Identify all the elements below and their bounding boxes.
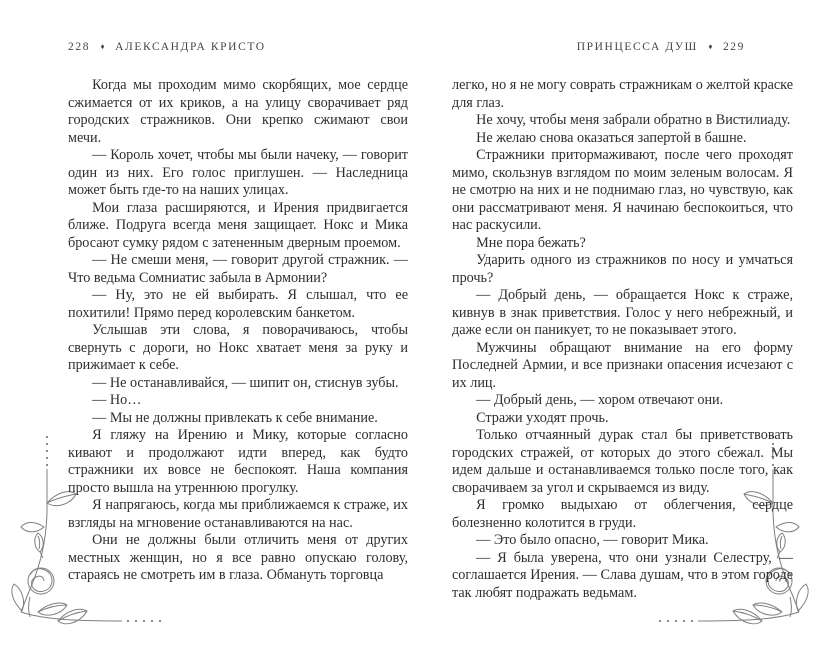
paragraph: Мужчины обращают внимание на его форму Последней Армии, и все признаки опасения исчезают с их лиц.	[452, 339, 793, 391]
paragraph: — Король хочет, чтобы мы были начеку, — говорит один из них. Его голос приглушен. — Наследница может быть где-то на наших улицах.	[68, 147, 408, 198]
dotted-line-horizontal-icon	[127, 620, 161, 622]
dotted-line-horizontal-icon	[659, 620, 693, 622]
right-page-number: 229	[722, 41, 745, 53]
paragraph: Только отчаянный дурак стал бы приветствовать городских стражей, от которых до этого сбежал. Мы идем дальше и останавливаемся только после того, как сворачиваем за угол и скрываемся из виду.	[452, 427, 793, 496]
paragraph: Когда мы проходим мимо скорбящих, мое сердце сжимается от их криков, а на улицу сворачивает ряд городских стражников. Они крепко сжимают свои мечи.	[68, 77, 408, 146]
paragraph: Стражи уходят прочь.	[476, 409, 609, 426]
diamond-separator-icon: ♦	[100, 42, 105, 51]
paragraph: — Мы не должны привлекать к себе внимание.	[92, 409, 378, 426]
dotted-line-vertical-icon	[46, 436, 48, 466]
right-running-title: ПРИНЦЕССА ДУШ	[576, 41, 698, 53]
diamond-separator-icon: ♦	[708, 42, 713, 51]
paragraph: — Добрый день, — хором отвечают они.	[476, 392, 724, 408]
left-page-text	[68, 77, 408, 585]
left-page-header	[68, 40, 408, 54]
left-page	[68, 40, 408, 585]
paragraph: Я гляжу на Ирению и Мику, которые согласно кивают и продолжают идти вперед, как будто стражники их вовсе не беспокоят. Наша компания просто вышла на утреннюю прогулку.	[68, 427, 408, 496]
paragraph: — Я была уверена, что они узнали Селестру, — соглашается Ирения. — Слава душам, что в этом городе так любят подражать ведьмам.	[452, 549, 793, 601]
right-page	[452, 40, 793, 602]
paragraph: Услышав эти слова, я поворачиваюсь, чтобы свернуть с дороги, но Нокс хватает меня за руку и прижимает к себе.	[68, 322, 408, 373]
paragraph: Ударить одного из стражников по носу и умчаться прочь?	[452, 252, 793, 286]
paragraph: Стражники притормаживают, после чего проходят мимо, скользнув взглядом по моим зеленым волосам. Я не смотрю на них и не поднимаю глаз, но чувствую, как они рассматривают меня. Я начинаю беспокоиться, что нас раскусили.	[452, 147, 793, 233]
paragraph: Мне пора бежать?	[476, 234, 586, 251]
paragraph: Не желаю снова оказаться запертой в башне.	[476, 129, 747, 146]
paragraph: — Ну, это не ей выбирать. Я слышал, что ее похитили! Прямо перед королевским банкетом.	[68, 287, 408, 321]
paragraph: — Это было опасно, — говорит Мика.	[476, 532, 709, 548]
paragraph: — Добрый день, — обращается Нокс к страже, кивнув в знак приветствия. Голос у него небрежный, и даже если он паникует, то не показывает этого.	[452, 287, 793, 338]
right-page-header	[452, 40, 793, 54]
paragraph: Не хочу, чтобы меня забрали обратно в Вистилиаду.	[476, 112, 791, 128]
paragraph: Мои глаза расширяются, и Ирения придвигается ближе. Подруга всегда меня защищает. Нокс и Мика бросают сумку рядом с затененным дверным проемом.	[68, 199, 408, 251]
right-page-text	[452, 77, 793, 602]
left-running-title: АЛЕКСАНДРА КРИСТО	[115, 41, 266, 53]
paragraph: — Не останавливайся, — шипит он, стиснув зубы.	[92, 374, 399, 391]
paragraph: Они не должны были отличить меня от других местных женщин, но я все равно опускаю голову, стараясь не смотреть им в глаза. Обмануть торговца	[68, 532, 408, 583]
paragraph: Я громко выдыхаю от облегчения, сердце болезненно колотится в груди.	[452, 497, 793, 531]
paragraph: — Но…	[92, 392, 142, 408]
paragraph: — Не смеши меня, — говорит другой стражник. — Что ведьма Сомниатис забыла в Армонии?	[68, 252, 408, 286]
paragraph: Я напрягаюсь, когда мы приближаемся к страже, их взгляды на мгновение останавливаются на нас.	[68, 497, 408, 531]
left-page-number: 228	[68, 41, 91, 53]
paragraph: легко, но я не могу соврать стражникам о желтой краске для глаз.	[452, 77, 794, 111]
